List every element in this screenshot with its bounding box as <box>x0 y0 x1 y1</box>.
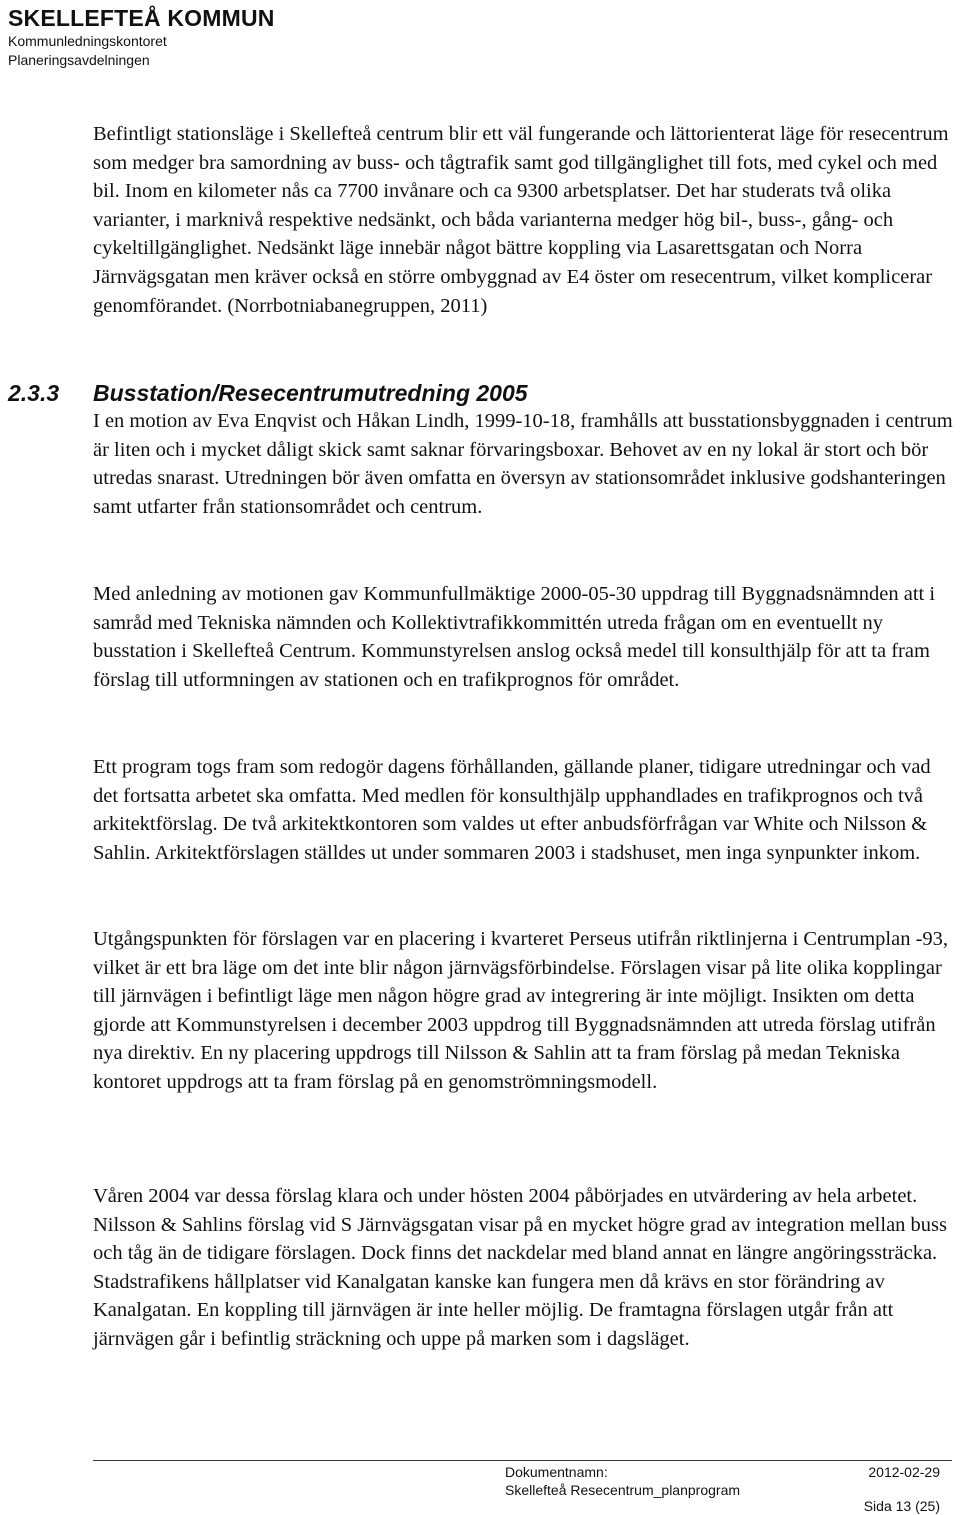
document-name: Skellefteå Resecentrum_planprogram <box>505 1482 741 1498</box>
footer-divider <box>93 1460 952 1461</box>
page-number: Sida 13 (25) <box>863 1498 940 1514</box>
document-name-label: Dokumentnamn: <box>505 1464 608 1480</box>
paragraph-text: Befintligt stationsläge i Skellefteå centrum blir ett väl fungerande och lättorienterat läge för resecentrum som medger bra samordning av buss- och tågtrafik samt god tillgänglighet till fots, med cykel och med bil. Inom en kilometer nås ca 7700 invånare och ca 9300 arbetsplatser. Det har studerats två olika varianter, i marknivå respektive nedsänkt, och båda varianterna medger hög bil-, buss-, gång- och cykeltillgänglighet. Nedsänkt läge innebär något bättre koppling via Lasarettsgatan och Norra Järnvägsgatan men kräver också en större ombyggnad av E4 öster om resecentrum, vilket komplicerar genomförandet. (Norrbotniabanegruppen, 2011) <box>93 123 949 317</box>
paragraph-text: Ett program togs fram som redogör dagens förhållanden, gällande planer, tidigare utredningar och vad det fortsatta arbetet ska omfatta. Med medlen för konsulthjälp upphandlades en trafikprognos och två arkitektförslag. De två arkitektkontoren som valdes ut efter anbudsförfrågan var White och Nilsson & Sahlin. Arkitektförslagen ställdes ut under sommaren 2003 i stadshuset, men inga synpunkter inkom. <box>93 756 931 864</box>
section-title: Busstation/Resecentrumutredning 2005 <box>93 380 528 406</box>
department-name: Kommunledningskontoret <box>8 33 167 49</box>
paragraph-text: Utgångspunkten för förslagen var en placering i kvarteret Perseus utifrån riktlinjerna i Centrumplan -93, vilket är ett bra läge om det inte blir någon järnvägsförbindelse. Förslagen visar på lite olika kopplingar till järnvägen i befintligt läge men någon högre grad av integrering är inte möjligt. Insikten om detta gjorde att Kommunstyrelsen i december 2003 uppdrog till Byggnadsnämnden att utreda förslag utifrån nya direktiv. En ny placering uppdrogs till Nilsson & Sahlin att ta fram förslag på medan Tekniska kontoret uppdrogs att ta fram förslag på en genomströmningsmodell. <box>93 928 949 1093</box>
paragraph-4 <box>93 925 955 1097</box>
paragraph-2 <box>93 580 955 694</box>
page-header <box>8 4 275 70</box>
section-heading <box>8 378 528 408</box>
paragraph-5 <box>93 1182 955 1354</box>
organization-name: SKELLEFTEÅ KOMMUN <box>8 5 275 31</box>
section-number: 2.3.3 <box>8 380 60 406</box>
document-date: 2012-02-29 <box>868 1464 940 1480</box>
paragraph-1 <box>93 407 955 521</box>
paragraph-text: Våren 2004 var dessa förslag klara och under hösten 2004 påbörjades en utvärdering av hela arbetet. Nilsson & Sahlins förslag vid S Järnvägsgatan visar på en mycket högre grad av integration mellan buss och tåg än de tidigare förslagen. Dock finns det nackdelar med bland annat en längre angöringssträcka. Stadstrafikens hållplatser vid Kanalgatan kanske kan fungera men då krävs en stor förändring av Kanalgatan. En koppling till järnvägen är inte heller möjlig. De framtagna förslagen utgår från att järnvägen går i befintlig sträckning och uppe på marken som i dagsläget. <box>93 1185 947 1350</box>
intro-paragraph <box>93 120 955 320</box>
paragraph-3 <box>93 753 955 867</box>
paragraph-text: Med anledning av motionen gav Kommunfullmäktige 2000-05-30 uppdrag till Byggnadsnämnden att i samråd med Tekniska nämnden och Kollektivtrafikkommittén utreda frågan om en eventuellt ny busstation i Skellefteå Centrum. Kommunstyrelsen anslog också medel till konsulthjälp för att ta fram förslag till utformningen av stationen och en trafikprognos för området. <box>93 583 936 691</box>
paragraph-text: I en motion av Eva Enqvist och Håkan Lindh, 1999-10-18, framhålls att busstationsbyggnaden i centrum är liten och i mycket dåligt skick samt saknar förvaringsboxar. Behovet av en ny lokal är stort och bör utredas snarast. Utredningen bör även omfatta en översyn av stationsområdet inklusive godshanteringen samt utfarter från stationsområdet och centrum. <box>93 410 953 518</box>
division-name: Planeringsavdelningen <box>8 52 150 68</box>
